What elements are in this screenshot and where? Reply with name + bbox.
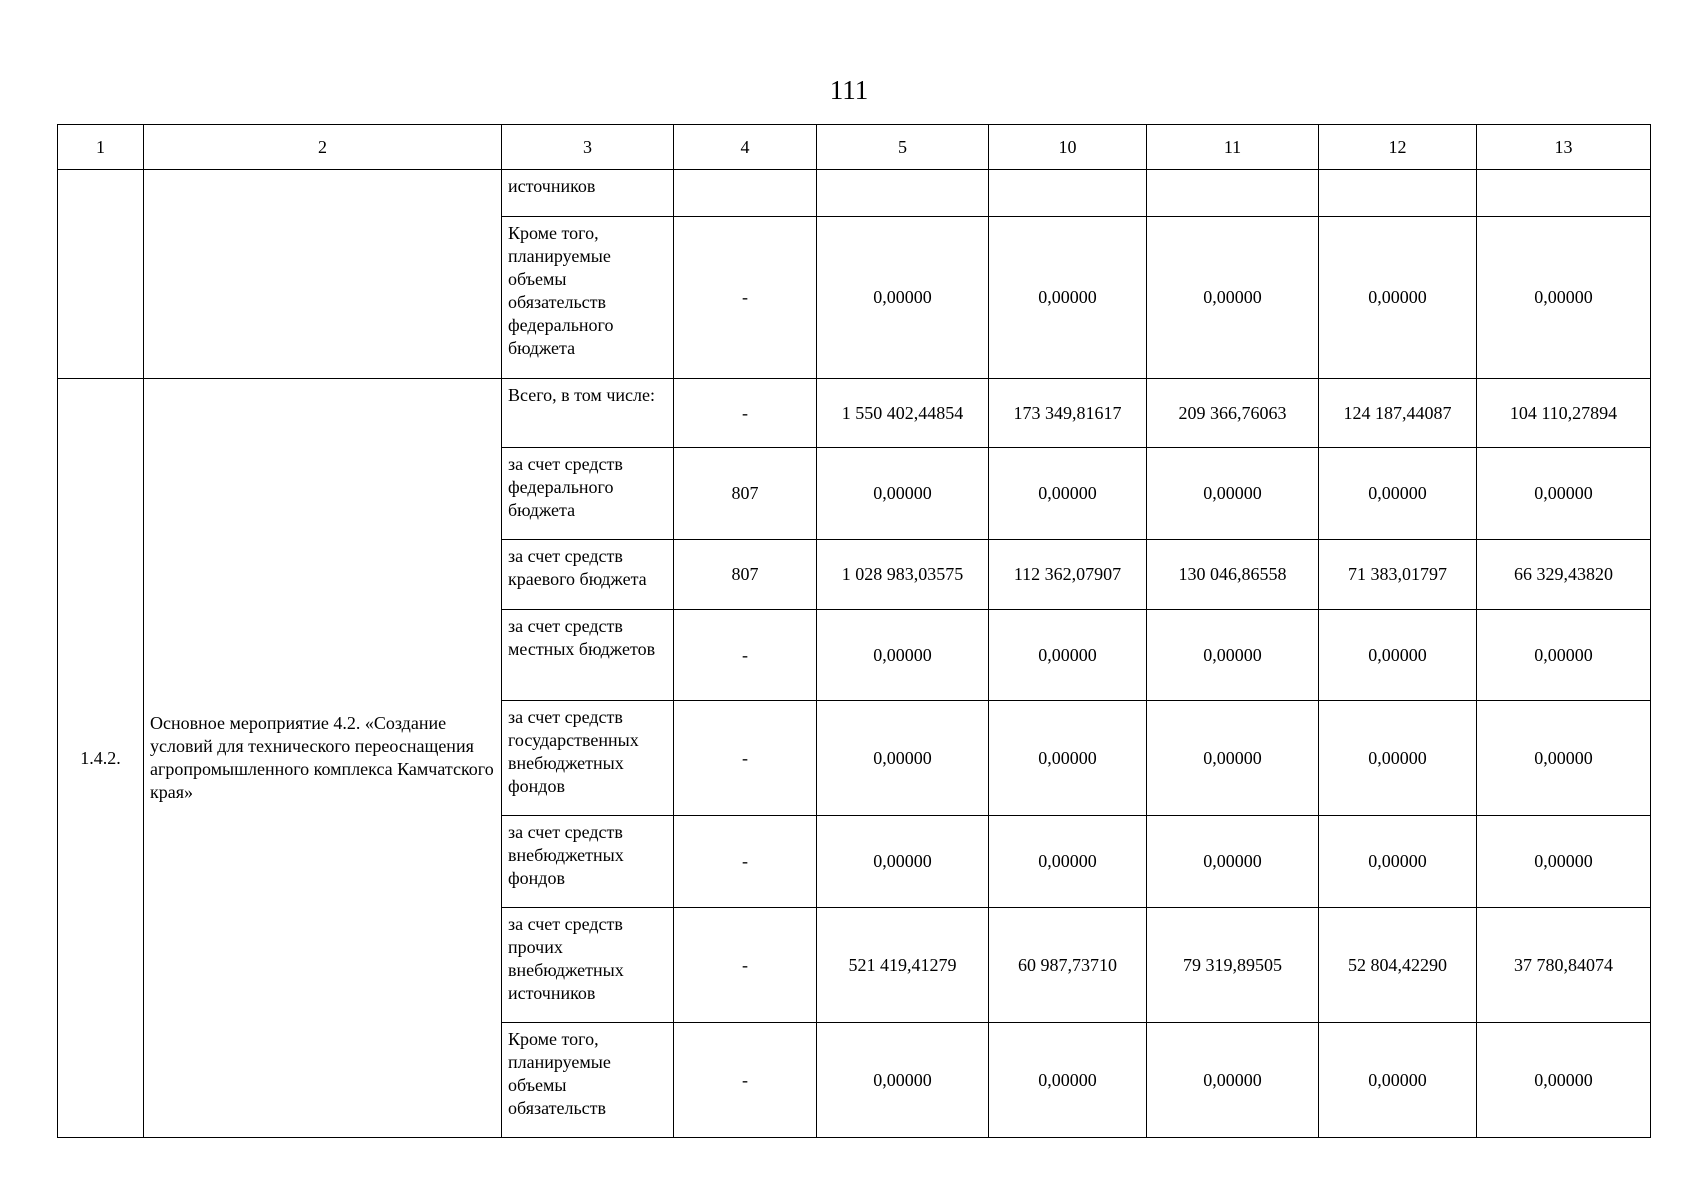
- value-cell: 0,00000: [989, 217, 1147, 379]
- value-cell: 1 550 402,44854: [817, 379, 989, 448]
- value-cell: 0,00000: [1477, 816, 1651, 908]
- value-cell: 173 349,81617: [989, 379, 1147, 448]
- value-cell: 112 362,07907: [989, 540, 1147, 610]
- source-cell: за счет средств местных бюджетов: [502, 610, 674, 701]
- value-cell: 0,00000: [1147, 448, 1319, 540]
- value-cell: 0,00000: [1319, 1023, 1477, 1138]
- header-row: [58, 125, 1651, 170]
- source-cell: за счет средств федерального бюджета: [502, 448, 674, 540]
- code-cell: -: [674, 908, 817, 1023]
- header-cell: 2: [144, 125, 502, 170]
- source-cell: за счет средств краевого бюджета: [502, 540, 674, 610]
- value-cell: 0,00000: [1319, 701, 1477, 816]
- value-cell: [1477, 170, 1651, 217]
- value-cell: 0,00000: [1319, 610, 1477, 701]
- table-row: [58, 379, 1651, 448]
- code-cell: -: [674, 379, 817, 448]
- value-cell: [1147, 170, 1319, 217]
- value-cell: 0,00000: [989, 1023, 1147, 1138]
- value-cell: 521 419,41279: [817, 908, 989, 1023]
- value-cell: 0,00000: [1477, 217, 1651, 379]
- source-cell: за счет средств прочих внебюджетных источников: [502, 908, 674, 1023]
- table-row: [58, 170, 1651, 217]
- value-cell: 0,00000: [1477, 610, 1651, 701]
- code-cell: -: [674, 610, 817, 701]
- value-cell: 0,00000: [817, 217, 989, 379]
- value-cell: 0,00000: [1319, 816, 1477, 908]
- value-cell: 0,00000: [989, 610, 1147, 701]
- code-cell: -: [674, 701, 817, 816]
- value-cell: 60 987,73710: [989, 908, 1147, 1023]
- value-cell: 0,00000: [1477, 1023, 1651, 1138]
- value-cell: 0,00000: [817, 816, 989, 908]
- value-cell: 66 329,43820: [1477, 540, 1651, 610]
- value-cell: 79 319,89505: [1147, 908, 1319, 1023]
- number-cell-empty: [58, 170, 144, 379]
- value-cell: 0,00000: [1147, 217, 1319, 379]
- header-cell: 4: [674, 125, 817, 170]
- value-cell: [989, 170, 1147, 217]
- code-cell: -: [674, 217, 817, 379]
- value-cell: 0,00000: [1477, 701, 1651, 816]
- value-cell: 130 046,86558: [1147, 540, 1319, 610]
- value-cell: 209 366,76063: [1147, 379, 1319, 448]
- item-name: Основное мероприятие 4.2. «Создание условий для технического переоснащения агропромышленного комплекса Камчатского края»: [144, 379, 502, 1138]
- header-cell: 1: [58, 125, 144, 170]
- source-cell: Всего, в том числе:: [502, 379, 674, 448]
- code-cell: -: [674, 1023, 817, 1138]
- value-cell: 0,00000: [1147, 610, 1319, 701]
- source-cell: Кроме того, планируемые объемы обязательств федерального бюджета: [502, 217, 674, 379]
- value-cell: 124 187,44087: [1319, 379, 1477, 448]
- page-number: 111: [829, 75, 869, 105]
- header-cell: 13: [1477, 125, 1651, 170]
- value-cell: 1 028 983,03575: [817, 540, 989, 610]
- code-cell: [674, 170, 817, 217]
- budget-table: [57, 124, 1651, 1138]
- value-cell: 0,00000: [989, 701, 1147, 816]
- source-cell: за счет средств государственных внебюджетных фондов: [502, 701, 674, 816]
- source-cell: источников: [502, 170, 674, 217]
- source-cell: Кроме того, планируемые объемы обязательств: [502, 1023, 674, 1138]
- value-cell: 0,00000: [817, 448, 989, 540]
- value-cell: 0,00000: [1477, 448, 1651, 540]
- value-cell: 0,00000: [817, 610, 989, 701]
- value-cell: 0,00000: [817, 1023, 989, 1138]
- value-cell: 0,00000: [989, 816, 1147, 908]
- value-cell: 0,00000: [1147, 1023, 1319, 1138]
- value-cell: 0,00000: [989, 448, 1147, 540]
- value-cell: 52 804,42290: [1319, 908, 1477, 1023]
- value-cell: 0,00000: [1147, 816, 1319, 908]
- code-cell: 807: [674, 448, 817, 540]
- value-cell: 0,00000: [1319, 217, 1477, 379]
- value-cell: 37 780,84074: [1477, 908, 1651, 1023]
- value-cell: 104 110,27894: [1477, 379, 1651, 448]
- item-number: 1.4.2.: [58, 379, 144, 1138]
- code-cell: 807: [674, 540, 817, 610]
- header-cell: 3: [502, 125, 674, 170]
- value-cell: 71 383,01797: [1319, 540, 1477, 610]
- header-cell: 12: [1319, 125, 1477, 170]
- source-cell: за счет средств внебюджетных фондов: [502, 816, 674, 908]
- value-cell: 0,00000: [817, 701, 989, 816]
- value-cell: 0,00000: [1147, 701, 1319, 816]
- header-cell: 5: [817, 125, 989, 170]
- value-cell: [1319, 170, 1477, 217]
- value-cell: 0,00000: [1319, 448, 1477, 540]
- name-cell-empty: [144, 170, 502, 379]
- value-cell: [817, 170, 989, 217]
- header-cell: 10: [989, 125, 1147, 170]
- header-cell: 11: [1147, 125, 1319, 170]
- code-cell: -: [674, 816, 817, 908]
